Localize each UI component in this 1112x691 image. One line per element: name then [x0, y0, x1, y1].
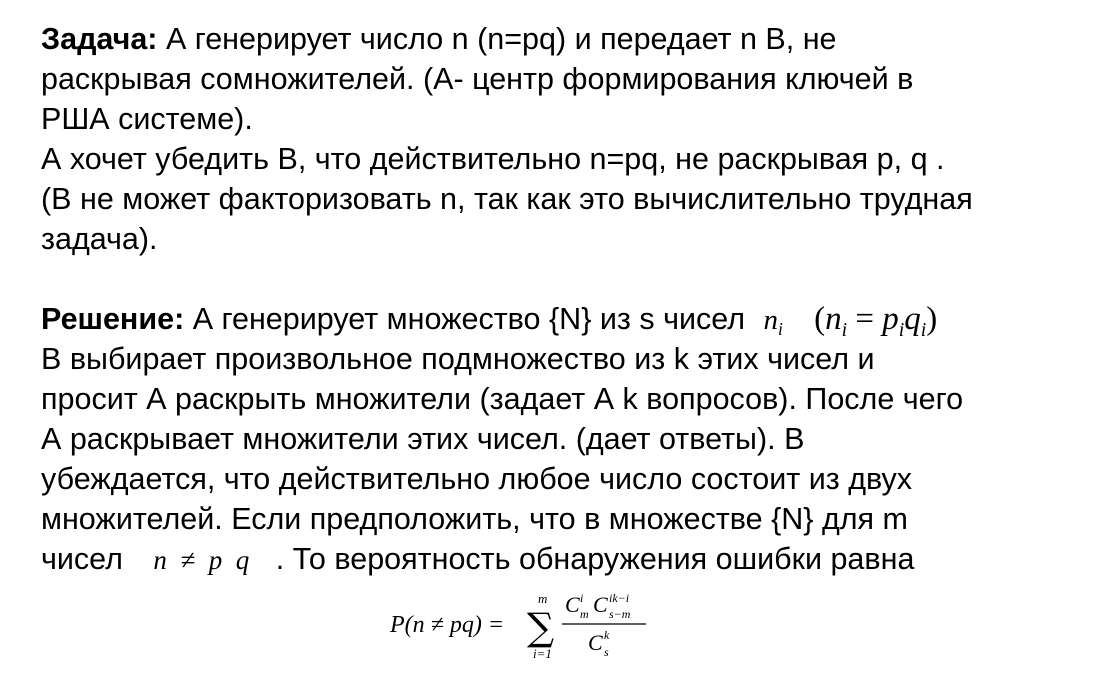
task-line-1 [41, 19, 1091, 59]
slide-content [41, 19, 1091, 579]
eq-q: q [904, 301, 921, 337]
solution-line-1 [41, 299, 1091, 339]
paren-close: ) [926, 301, 938, 337]
inline-math-n-neq-pq: n ≠ p q [153, 545, 250, 575]
solution-line-4: А раскрывает множители этих чисел. (дает ответы). В [41, 422, 805, 456]
probability-formula [390, 592, 660, 662]
formula-num-c2: C [593, 592, 608, 617]
formula-sum-symbol: ∑ [527, 605, 555, 649]
formula-num-c2-sup: ik−i [609, 592, 630, 605]
solution-text-1: А генерирует множество {N} из s чисел [184, 302, 745, 336]
ni-base: n [763, 304, 778, 336]
eq-q-sub: i [920, 318, 927, 341]
solution-line-2: В выбирает произвольное подмножество из k этих чисел и [41, 342, 875, 376]
formula-num-c1: C [565, 592, 580, 617]
solution-line-6: множителей. Если предположить, что в множестве {N} для m [41, 502, 908, 536]
solution-text-last-suffix: . То вероятность обнаружения ошибки равна [275, 542, 915, 576]
eq-sign: = [847, 301, 883, 337]
formula-sum-lower: i=1 [533, 646, 552, 661]
ni-sub: i [777, 319, 783, 340]
task-text-1: А генерирует число n (n=pq) и передает n B, не [157, 22, 837, 56]
inline-math-ni [763, 304, 790, 340]
inline-math-ni-equals-piqi [814, 301, 938, 341]
eq-n: n [825, 301, 842, 337]
formula-num-c1-sub: m [580, 607, 589, 621]
solution-label: Решение: [41, 302, 185, 336]
eq-n-sub: i [841, 318, 848, 341]
task-line-5: (В не может факторизовать n, так как это вычислительно трудная [41, 182, 973, 216]
paren-open: ( [814, 301, 826, 337]
formula-den-sub: s [604, 645, 609, 659]
task-line-6: задача). [41, 222, 158, 256]
paragraph-gap [41, 259, 1091, 299]
formula-num-c2-sub: s−m [609, 607, 631, 621]
solution-line-7 [41, 539, 1091, 579]
formula-num-c1-sup: i [580, 592, 584, 605]
eq-p-sub: i [898, 318, 905, 341]
formula-den-c: C [588, 630, 603, 655]
task-label: Задача: [41, 22, 158, 56]
solution-text-last-prefix: чисел [41, 542, 123, 576]
task-line-3: РША системе). [41, 102, 253, 136]
formula-den-sup: k [604, 628, 610, 642]
task-line-2: раскрывая сомножителей. (А- центр формирования ключей в [41, 62, 914, 96]
solution-line-3: просит А раскрыть множители (задает А k вопросов). После чего [41, 382, 964, 416]
eq-p: p [882, 301, 899, 337]
formula-lhs: P(n ≠ pq) = [390, 612, 505, 638]
formula-sum-upper: m [538, 592, 548, 606]
task-line-4: А хочет убедить В, что действительно n=pq, не раскрывая p, q . [41, 142, 945, 176]
solution-line-5: убеждается, что действительно любое число состоит из двух [41, 462, 913, 496]
